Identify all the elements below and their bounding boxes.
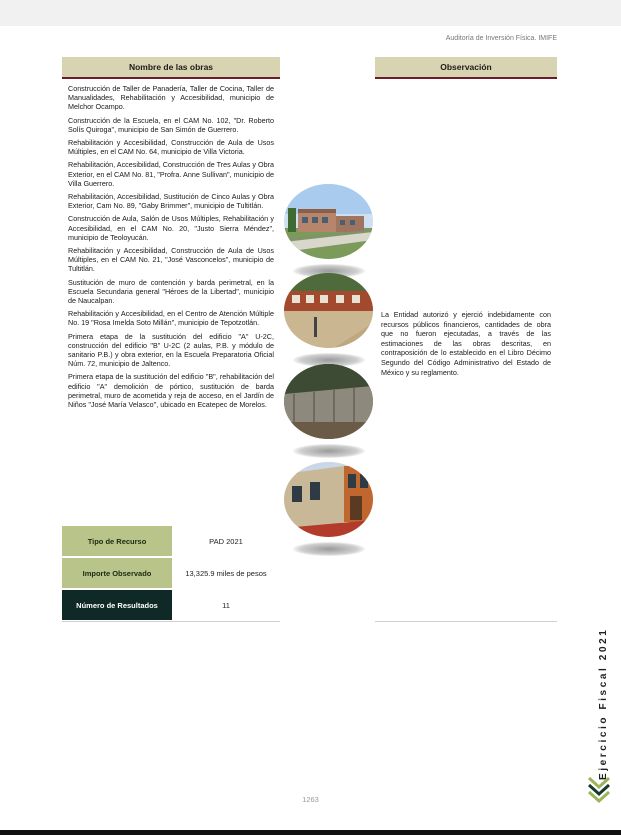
resource-info-table bbox=[62, 526, 280, 622]
observacion-column bbox=[375, 57, 557, 79]
photo-building-4 bbox=[284, 462, 373, 556]
obra-item: Primera etapa de la sustitución del edificio "B", rehabilitación del edificio "A" demolición de pórtico, sustitución de barda perimetral, muro de acometida y reja de acceso, en el Jardín de Niños "José María Velasco", ubicado en Ecatepec de Morelos. bbox=[68, 372, 274, 410]
observacion-text: La Entidad autorizó y ejerció indebidamente con recursos públicos financieros, cantidades de obra que no fueron ejecutadas, a través de las estimaciones de las obras descritas, en contraposición de lo establecido en el Libro Décimo Segundo del Código Administrativo del Estado de México y su reglamento. bbox=[381, 310, 551, 377]
importe-row bbox=[62, 558, 280, 590]
obra-item: Construcción de Aula, Salón de Usos Múltiples, Rehabilitación y Accesibilidad, en el CAM No. 20, "Justo Sierra Méndez", municipio de Teoloyucán. bbox=[68, 214, 274, 242]
fiscal-year-label: Ejercicio Fiscal 2021 bbox=[598, 627, 609, 780]
resultados-label: Número de Resultados bbox=[62, 590, 172, 620]
tipo-recurso-value: PAD 2021 bbox=[172, 526, 280, 556]
photo-image bbox=[284, 273, 373, 348]
importe-value: 13,325.9 miles de pesos bbox=[172, 558, 280, 588]
obra-item: Rehabilitación y Accesibilidad, Construcción de Aula de Usos Múltiples, en el CAM No. 64, municipio de Villa Victoria. bbox=[68, 138, 274, 157]
obra-item: Rehabilitación y Accesibilidad, Construcción de Aula de Usos Múltiples, en el CAM No. 21, "José Vasconcelos", municipio de Tultitlán. bbox=[68, 246, 274, 274]
photo-shadow bbox=[293, 444, 365, 458]
photo-building-1 bbox=[284, 184, 373, 278]
tipo-recurso-label: Tipo de Recurso bbox=[62, 526, 172, 556]
photo-image bbox=[284, 184, 373, 259]
observacion-bottom-rule bbox=[375, 621, 557, 622]
importe-label: Importe Observado bbox=[62, 558, 172, 588]
running-header: Auditoría de Inversión Física. IMIFE bbox=[445, 35, 557, 42]
obra-item: Construcción de Taller de Panadería, Taller de Cocina, Taller de Manualidades, Rehabilitación y Accesibilidad, municipio de Melchor Ocampo. bbox=[68, 84, 274, 112]
obra-item: Rehabilitación y Accesibilidad, en el Centro de Atención Múltiple No. 19 "Rosa Imelda Soto Millán", municipio de Tepotzotlán. bbox=[68, 309, 274, 328]
obras-header: Nombre de las obras bbox=[62, 57, 280, 79]
obra-item: Construcción de la Escuela, en el CAM No. 102, "Dr. Roberto Solís Quiroga", municipio de San Simón de Guerrero. bbox=[68, 115, 274, 134]
obra-item: Sustitución de muro de contención y barda perimetral, en la Escuela Secundaria general "Héroes de la Libertad", municipio de Naucalpan. bbox=[68, 277, 274, 306]
photo-shadow bbox=[293, 542, 365, 556]
obra-item: Primera etapa de la sustitución del edificio "A" U-2C, construcción del edificio "B" U-2C (2 aulas, P.B. y módulo de sanitario P.B.) y obra exterior, en la Escuela Preparatoria Oficial Núm. 72, municipio de Jaltenco. bbox=[68, 331, 274, 369]
chevron-down-icon bbox=[587, 776, 611, 804]
photo-building-2 bbox=[284, 273, 373, 367]
top-band bbox=[0, 0, 621, 26]
photo-image bbox=[284, 462, 373, 537]
tipo-recurso-row bbox=[62, 526, 280, 558]
photo-building-3 bbox=[284, 364, 373, 458]
obras-column bbox=[62, 57, 280, 413]
resultados-row bbox=[62, 590, 280, 622]
table-bottom-rule bbox=[62, 621, 280, 622]
obra-item: Rehabilitación, Accesibilidad, Sustitución de Cinco Aulas y Obra Exterior, Cam No. 89, "Gaby Brimmer", municipio de Tultitlán. bbox=[68, 192, 274, 211]
photo-image bbox=[284, 364, 373, 439]
resultados-value: 11 bbox=[172, 590, 280, 620]
bottom-bar bbox=[0, 830, 621, 835]
page-number: 1263 bbox=[302, 795, 319, 804]
observacion-header: Observación bbox=[375, 57, 557, 79]
obras-list bbox=[62, 84, 280, 409]
obra-item: Rehabilitación, Accesibilidad, Construcción de Tres Aulas y Obra Exterior, en el CAM No. 81, "Profra. Anne Sullivan", municipio de Villa Guerrero. bbox=[68, 160, 274, 188]
